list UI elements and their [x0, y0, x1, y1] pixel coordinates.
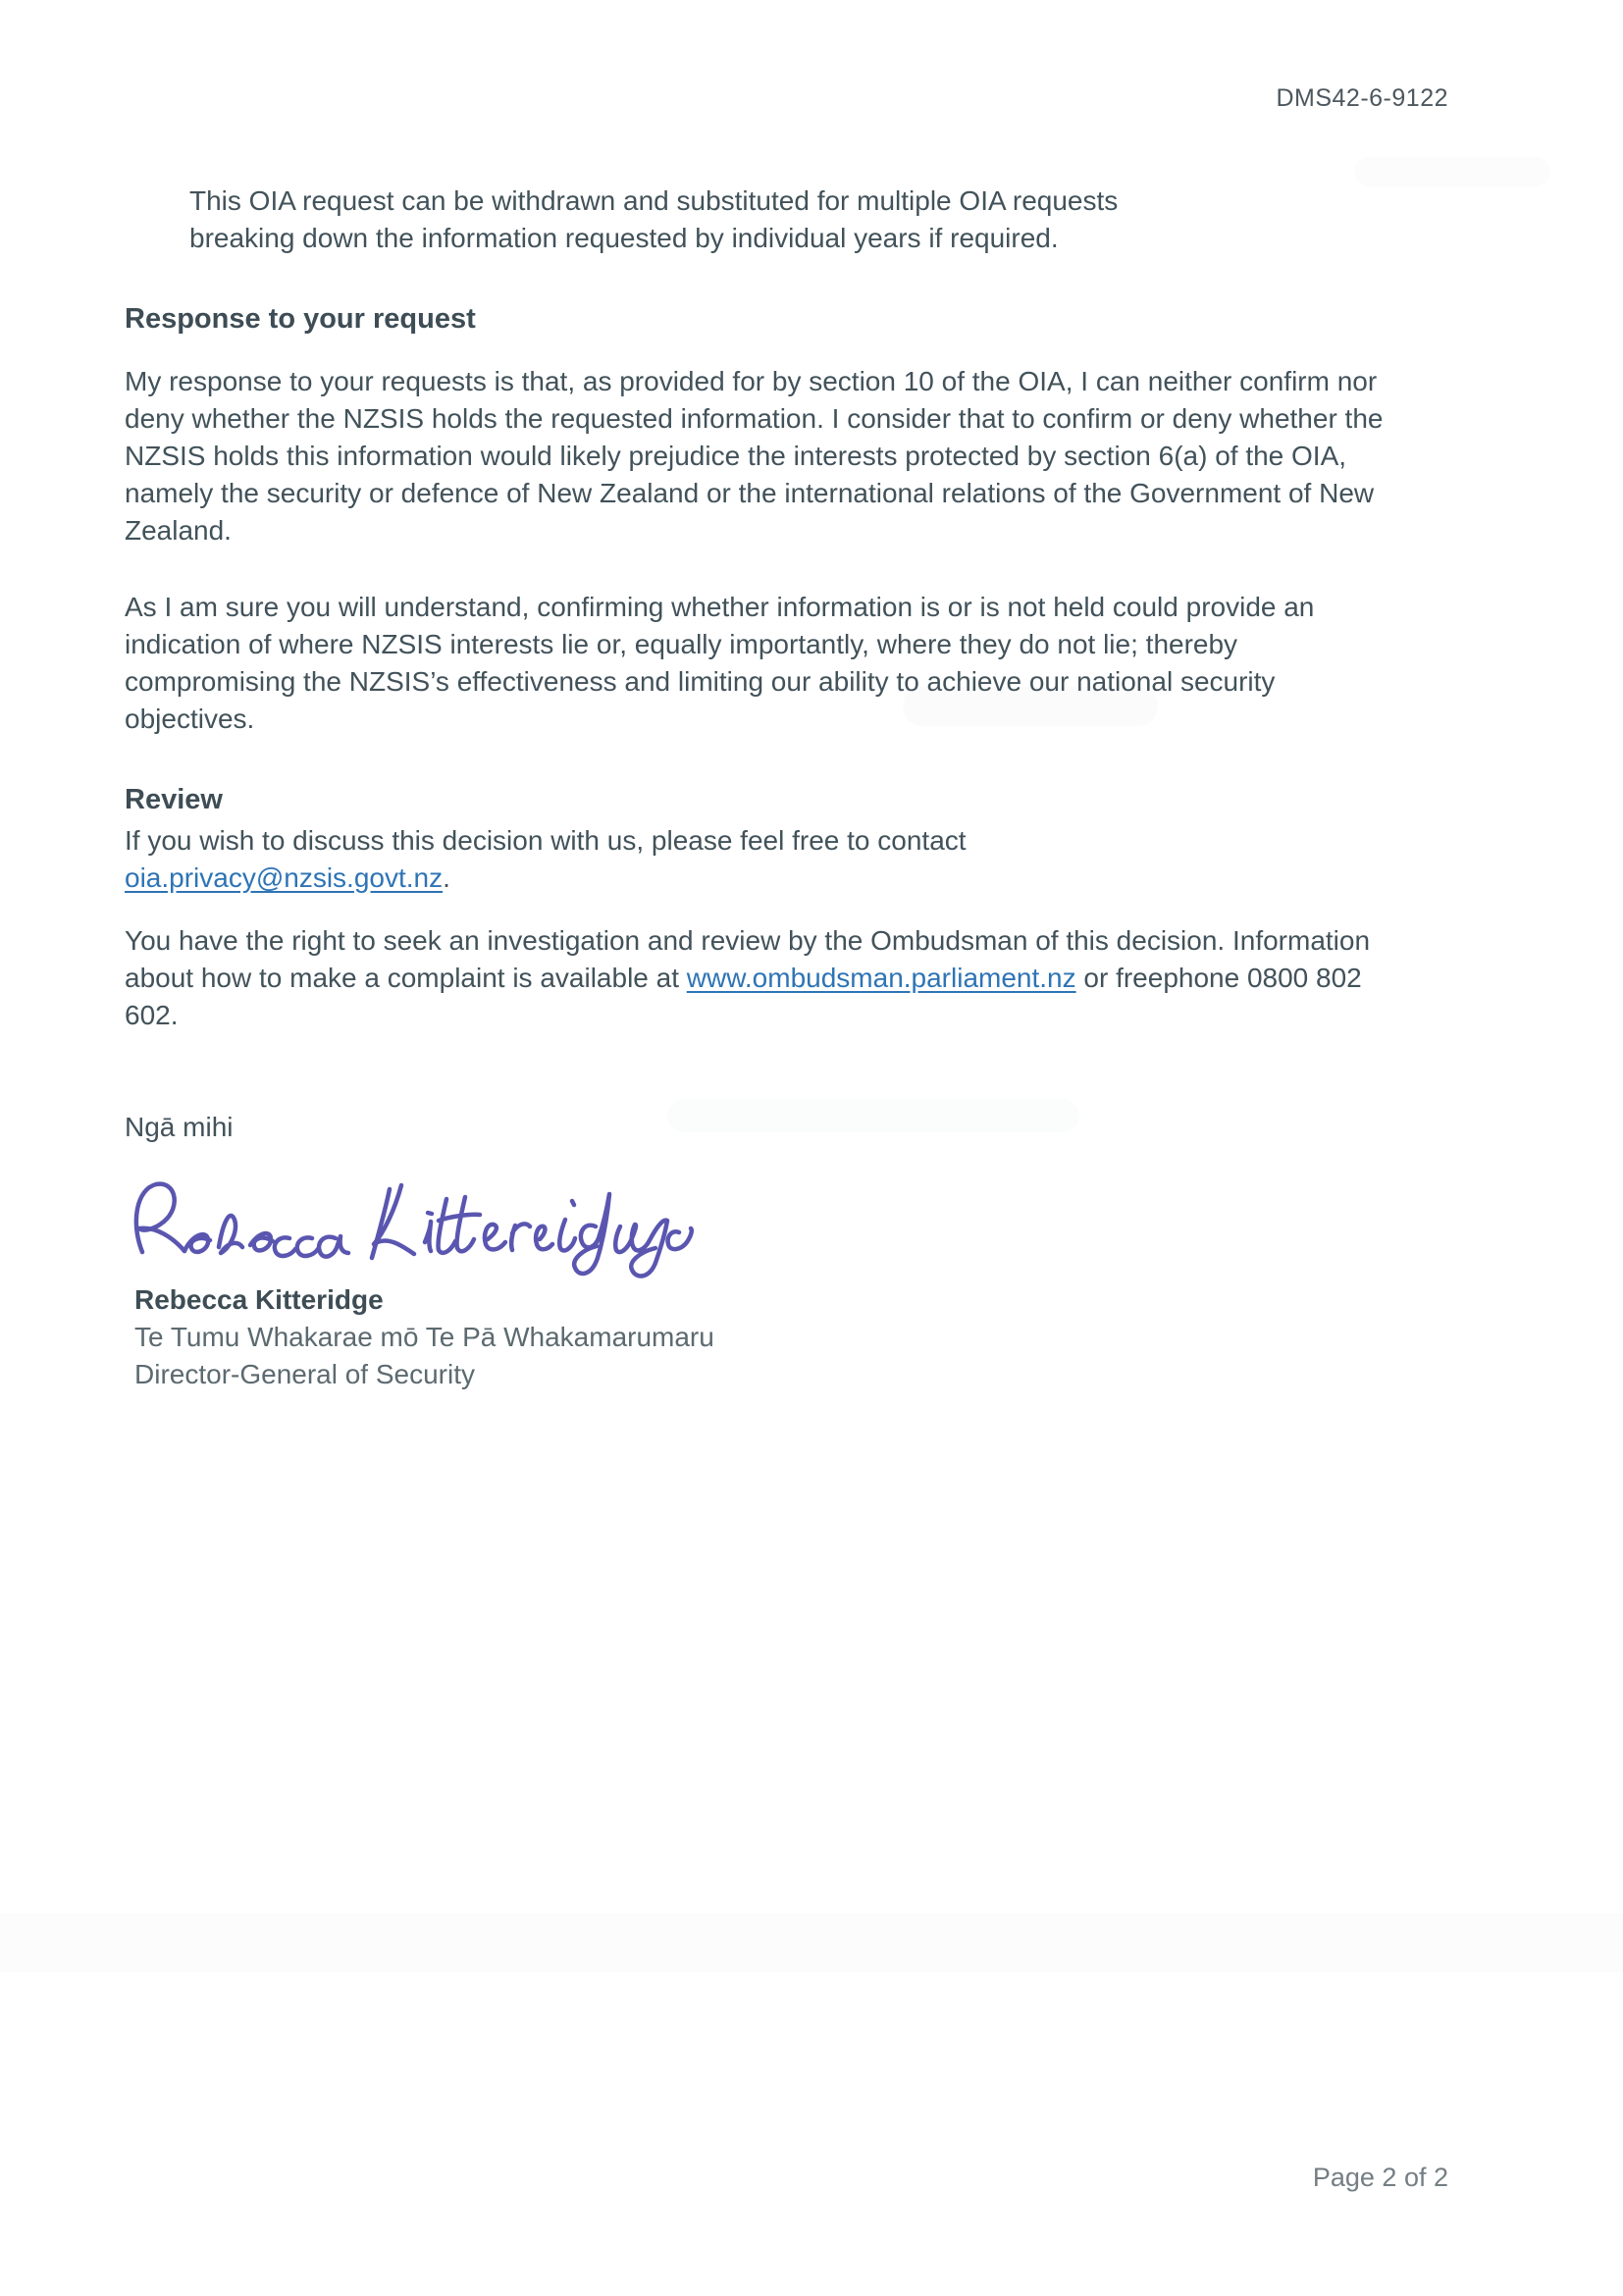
closing-salutation: Ngā mihi	[125, 1112, 234, 1142]
ombudsman-website-link[interactable]: www.ombudsman.parliament.nz	[686, 963, 1076, 993]
review-contact-text: If you wish to discuss this decision with us, please feel free to contact	[125, 825, 967, 856]
document-reference: DMS42-6-9122	[1276, 84, 1448, 112]
ombudsman-paragraph	[125, 922, 1392, 1034]
ombudsman-text-after: or freephone 0800 802 602.	[125, 963, 1362, 1030]
response-paragraph-1: My response to your requests is that, as provided for by section 10 of the OIA, I can neither confirm nor deny whether the NZSIS holds the requested information. I consider that to confirm or deny whether the NZSIS holds this information would likely prejudice the interests protected by section 6(a) of the OIA, namely the security or defence of New Zealand or the international relations of the Government of New Zealand.	[125, 366, 1384, 546]
review-section-heading: Review	[125, 784, 223, 815]
scan-artifact	[0, 1913, 1623, 1972]
review-email-line	[125, 860, 1392, 897]
response-paragraph-2: As I am sure you will understand, confirming whether information is or is not held could provide an indication of where NZSIS interests lie or, equally importantly, where they do not lie; thereby compromising the NZSIS’s effectiveness and limiting our ability to achieve our national security objectives.	[125, 592, 1315, 734]
signatory-name: Rebecca Kitteridge	[134, 1284, 384, 1315]
response-section-heading: Response to your request	[125, 303, 476, 335]
oia-privacy-email-link[interactable]: oia.privacy@nzsis.govt.nz	[125, 862, 444, 893]
ombudsman-text-before: You have the right to seek an investigation and review by the Ombudsman of this decision. Information about how to make a complaint is available at	[125, 925, 1371, 993]
letter-body	[125, 0, 1392, 1393]
handwritten-signature	[127, 1172, 696, 1281]
signatory-details	[134, 1281, 1392, 1393]
review-contact-line	[125, 822, 1392, 860]
signature-block	[125, 1172, 1392, 1393]
signatory-title-english: Director-General of Security	[134, 1359, 476, 1389]
signatory-title-maori: Te Tumu Whakarae mō Te Pā Whakamarumaru	[134, 1322, 714, 1352]
page-number: Page 2 of 2	[1312, 2163, 1448, 2192]
intro-paragraph: This OIA request can be withdrawn and substituted for multiple OIA requests breaking down the information requested by individual years if required.	[189, 185, 1119, 253]
email-suffix: .	[443, 862, 450, 893]
